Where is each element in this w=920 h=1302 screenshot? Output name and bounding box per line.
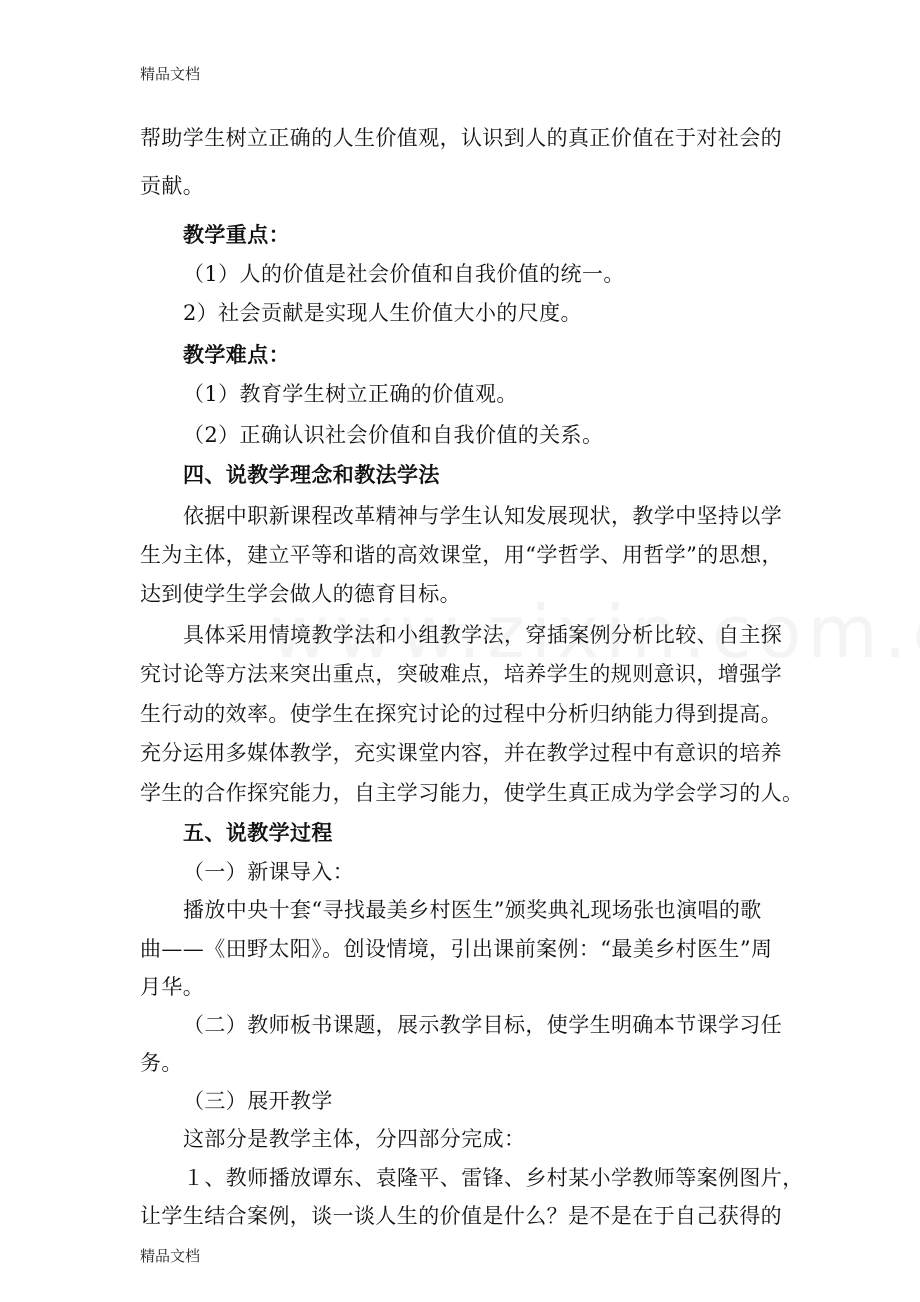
page-header: 精品文档 [140,65,201,83]
heading-teaching-difficulty: 教学难点： [183,343,290,367]
list-item: （1）人的价值是社会价值和自我价值的统一。 [183,262,625,286]
paragraph-line: 学生的合作探究能力，自主学习能力，使学生真正成为学会学习的人。 [140,781,804,805]
paragraph-line: 生为主体，建立平等和谐的高效课堂，用“学哲学、用哲学”的思想， [140,543,783,567]
paragraph-line: 这部分是教学主体，分四部分完成： [183,1127,526,1151]
section-heading-5: 五、说教学过程 [183,821,333,845]
paragraph-line: 帮助学生树立正确的人生价值观，认识到人的真正价值在于对社会的 [140,126,782,150]
list-item: （1）教育学生树立正确的价值观。 [183,382,518,406]
section-heading-4: 四、说教学理念和教法学法 [183,463,440,487]
paragraph-line: 依据中职新课程改革精神与学生认知发展现状，教学中坚持以学 [183,504,783,528]
paragraph-line: 达到使学生学会做人的德育目标。 [140,582,461,606]
subsection-title: （一）新课导入： [183,860,355,884]
paragraph-line: 务。 [140,1051,183,1075]
list-item: （2）正确认识社会价值和自我价值的关系。 [183,423,604,447]
list-item: 2）社会贡献是实现人生价值大小的尺度。 [183,301,582,325]
heading-teaching-focus: 教学重点： [183,223,290,247]
paragraph-line: 具体采用情境教学法和小组教学法，穿插案例分析比较、自主探 [183,623,783,647]
subsection-title: （三）展开教学 [183,1089,333,1113]
subsection-line: （二）教师板书课题，展示教学目标，使学生明确本节课学习任 [183,1013,783,1037]
paragraph-line: 曲——《田野太阳》。创设情境，引出课前案例：“最美乡村医生”周 [140,937,773,961]
paragraph-line: 月华。 [140,975,205,999]
paragraph-line: 究讨论等方法来突出重点，突破难点，培养学生的规则意识，增强学 [140,662,782,686]
page-footer: 精品文档 [140,1247,201,1265]
paragraph-line: 贡献。 [140,174,205,198]
paragraph-line: 生行动的效率。使学生在探究讨论的过程中分析归纳能力得到提高。 [140,702,782,726]
paragraph-line: １、教师播放谭东、袁隆平、雷锋、乡村某小学教师等案例图片， [183,1166,804,1190]
paragraph-line: 充分运用多媒体教学，充实课堂内容，并在教学过程中有意识的培养 [140,741,782,765]
paragraph-line: 播放中央十套“寻找最美乡村医生”颁奖典礼现场张也演唱的歌 [183,898,762,922]
paragraph-line: 让学生结合案例，谈一谈人生的价值是什么？是不是在于自己获得的 [140,1204,782,1228]
